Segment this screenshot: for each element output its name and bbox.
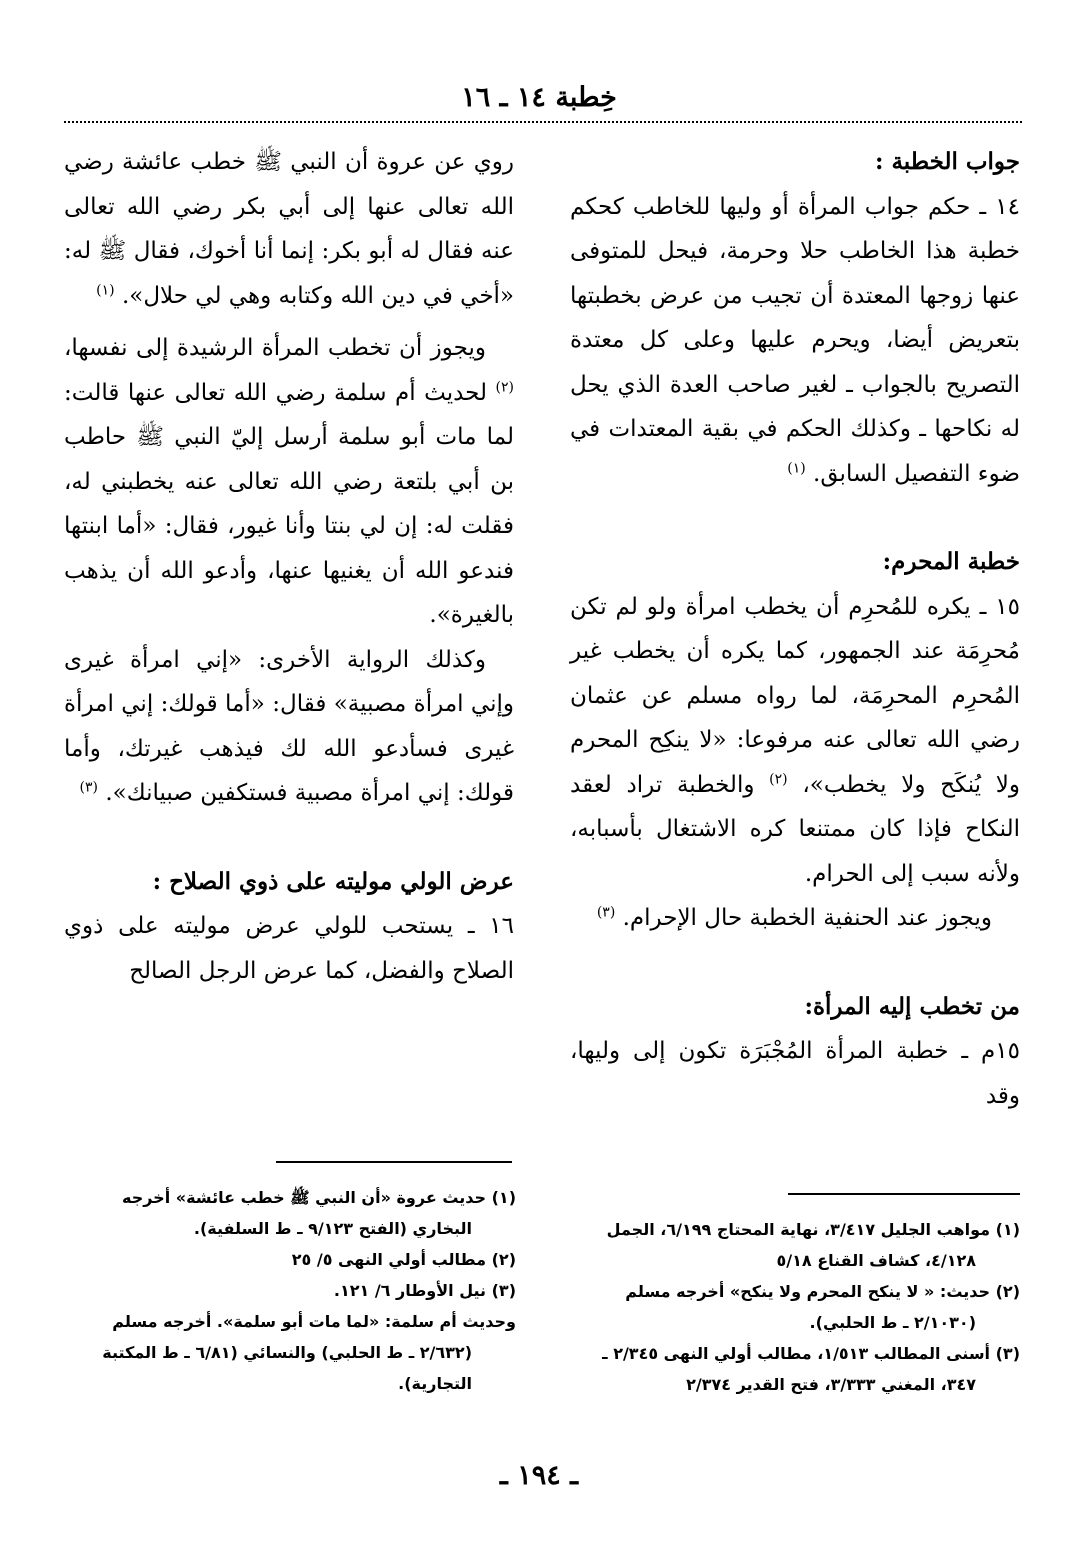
paragraph-urwa-hadith: روي عن عروة أن النبي ﷺ خطب عائشة رضي الله تعالى عنها إلى أبي بكر رضي الله تعالى عنه فقال له أبو بكر: إنما أنا أخوك، فقال ﷺ له: «أخي في دين الله وكتابه وهي لي حلال». $^{(١)}$ <box>64 149 514 309</box>
paragraph-14: ١٤ ـ حكم جواب المرأة أو وليها للخاطب كحكم خطبة هذا الخاطب حلا وحرمة، فيحل للمتوفى عنها زوجها المعتدة أن تجيب من عرض بخطبتها بتعريض أيضا، ويحرم عليها وعلى كل معتدة التصريح بالجواب ـ لغير صاحب العدة الذي يحل له نكاحها ـ وكذلك الحكم في بقية المعتدات في ضوء التفصيل السابق. $^{(١)}$ <box>570 193 1020 487</box>
footnote-line: ٣٤٧، المغني ٣/٣٣٣، فتح القدير ٢/٣٧٤ <box>686 1375 976 1394</box>
left-footnotes <box>64 1182 516 1399</box>
paragraph-15-hanafi: ويجوز عند الحنفية الخطبة حال الإحرام. $^{(٣)}$ <box>596 904 992 931</box>
heading-muhrim-proposal: خطبة المحرم: <box>882 548 1020 575</box>
footnote-line: وحديث أم سلمة: «لما مات أبو سلمة». أخرجه مسلم <box>112 1312 516 1331</box>
footnote-ref: (١) <box>787 459 806 476</box>
footnote-line: البخاري (الفتح ٩/١٢٣ ـ ط السلفية). <box>193 1219 472 1238</box>
footnote-line: ٤/١٢٨، كشاف القناع ٥/١٨ <box>776 1251 976 1270</box>
footnote-line: (٢/١٠٣٠ ـ ط الحلبي). <box>809 1313 976 1332</box>
footnote-line: التجارية). <box>398 1374 472 1393</box>
footnote-line: (٣) نيل الأوطار ٦/ ١٢١. <box>333 1281 516 1300</box>
paragraph-15: ١٥ ـ يكره للمُحرِم أن يخطب امرأة ولو لم تكن مُحرِمَة عند الجمهور، كما يكره أن يخطب غير المُحرِم المحرِمَة، لما رواه مسلم عن عثمان رضي الله تعالى عنه مرفوعا: «لا ينكِح المحرم ولا يُنكَح ولا يخطب»، $^{(٢)}$ والخطبة تراد لعقد النكاح فإذا كان ممتنعا كره الاشتغال بأسبابه، ولأنه سبب إلى الحرام. <box>570 593 1021 887</box>
left-footnote-rule <box>276 1161 512 1163</box>
footnote-line: (١) حديث عروة «أن النبي ﷺ خطب عائشة» أخرجه <box>121 1188 516 1207</box>
right-column <box>570 140 1020 1118</box>
page-number: ـ ١٩٤ ـ <box>499 1460 579 1491</box>
footnote-line: (٢/٦٣٢ ـ ط الحلبي) والنسائي (٦/٨١ ـ ط المكتبة <box>102 1343 472 1362</box>
footnote-ref: (١) <box>96 281 115 298</box>
paragraph-other-narration: وكذلك الرواية الأخرى: «إني امرأة غيرى وإني امرأة مصبية» فقال: «أما قولك: إني امرأة غيرى فسأدعو الله لك فيذهب غيرتك، وأما قولك: إني امرأة مصبية فستكفين صبيانك». $^{(٣)}$ <box>64 646 514 806</box>
heading-guardian-offer: عرض الولي موليته على ذوي الصلاح : <box>152 867 514 895</box>
heading-answer-to-proposal: جواب الخطبة : <box>874 148 1020 175</box>
footnote-ref: (٢) <box>495 378 515 395</box>
running-header: خِطبة ١٤ ـ ١٦ <box>461 82 617 113</box>
left-column <box>64 140 514 993</box>
paragraph-15m: ١٥م ـ خطبة المرأة المُجْبَرَة تكون إلى وليها، وقد <box>570 1038 1020 1109</box>
header-dotted-rule <box>64 121 1022 123</box>
footnote-line: (٢) حديث: « لا ينكح المحرم ولا ينكح» أخرجه مسلم <box>625 1282 1020 1301</box>
footnote-ref: (٣) <box>79 779 98 796</box>
paragraph-16: ١٦ ـ يستحب للولي عرض موليته على ذوي الصلاح والفضل، كما عرض الرجل الصالح <box>64 913 514 984</box>
footnote-ref: (٣) <box>596 904 616 921</box>
right-footnotes <box>560 1214 1020 1400</box>
paragraph-rashida-woman: ويجوز أن تخطب المرأة الرشيدة إلى نفسها،$^{(٢)}$ لحديث أم سلمة رضي الله تعالى عنها قالت: لما مات أبو سلمة أرسل إليّ النبي ﷺ حاطب بن أبي بلتعة رضي الله تعالى عنه يخطبني له، فقلت له: إن لي بنتا وأنا غيور، فقال: «أما ابنتها فندعو الله أن يغنيها عنها، وأدعو الله أن يذهب بالغيرة». <box>64 335 515 628</box>
footnote-line: (٣) أسنى المطالب ١/٥١٣، مطالب أولي النهى ٢/٣٤٥ ـ <box>602 1344 1020 1363</box>
footnote-line: (١) مواهب الجليل ٣/٤١٧، نهاية المحتاج ٦/١٩٩، الجمل <box>606 1220 1020 1239</box>
footnote-line: (٢) مطالب أولي النهى ٥/ ٢٥ <box>291 1250 516 1269</box>
heading-to-whom-proposal: من تخطب إليه المرأة: <box>804 992 1020 1020</box>
right-footnote-rule <box>788 1193 1020 1195</box>
footnote-ref: (٢) <box>769 770 788 787</box>
